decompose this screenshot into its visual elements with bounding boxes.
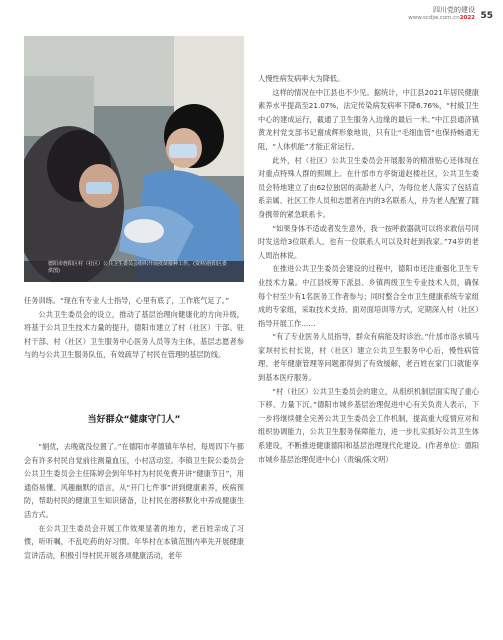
- photo-caption: 德阳市旌阳区村（社区）公共卫生委员会组织开展疫苗接种工作。(资料)旌阳区委供图): [48, 261, 227, 274]
- paragraph: “有了专业医务人员指导，群众有病能及时诊治。”什邡市洛水镇马家坝村长村长说，村（社区）建立公共卫生服务中心后，慢性病管理、老年健康管理等问题都得到了有效缓解，老百姓在家门口就能享到基本医疗服务。: [258, 332, 479, 383]
- paragraph: “娟优，去晚就没位置了。”在德阳市孝德镇年华村，每周四下午都会有许多村民自觉前往测量血压，小村活动室。李镇卫生院公委员会公共卫生委员会主任陈婷会到年华村为村民免费开讲“健康节日”，用通俗易懂、风趣幽默的语言，从“开门七件事”讲到健康素养，疾病预防，帮助村民的健康卫生知识储备，让村民在潜移默化中养成健康生活方式。: [24, 442, 244, 519]
- paragraph: 这样的情况在中江县也不少见。据统计，中江县2021年居民健康素养水平提高至21.07%，法定传染病发病率下降6.76%，“村級卫生中心的建成运行，截通了卫生服务入边缘的最后一米。”中江县通济镇黄龙村党支部书记谢成辉形象地说，只有让“毛细血管”也保持畅通无阻，“人体机能”才能正常运行。: [258, 87, 479, 151]
- magazine-title: 四川党的建设: [433, 6, 475, 14]
- right-column: [258, 72, 479, 466]
- paragraph: “村（社区）公共卫生委员会的建立，从组织机制层面实现了重心下移、力量下沉。”德阳市城乡基层治理促进中心有关负责人表示，下一步将继续健全完善公共卫生委员会工作机制，提高重大疫情应对和组织协调能力，公共卫生服务保障能力，进一步扎实抓好公共卫生体系建设，不断推进健康德阳和基层治理现代化建设。(作者单位：德阳市城乡基层治理促进中心)（责编/陈文明）: [258, 386, 479, 464]
- vaccination-photo: [24, 36, 244, 282]
- paragraph: 在公共卫生委员会开展工作效果显著的地方，老百姓亲成了习惯，听听嘱，不乱吃药的好习惯。年华村在本镇范围内率先开展健康宣讲活动，积极引导村民开展各项健康活动，老年: [24, 523, 244, 560]
- issue-year: 2022: [459, 15, 475, 21]
- paragraph: 公共卫生委员会的设立，推动了基层治理向健康化的方向升级，将基于公共卫生技术力量的提升，德阳市建立了村（社区）干部、驻村干部、村（社区）卫生服务中心医务人员等为主体，基层志愿者参与的与公共卫生服务队伍，有效疏导了村民在管理的基层防线。: [24, 309, 244, 360]
- website-url: www.scdjw.com.cn: [408, 15, 460, 21]
- page-number: 55: [480, 11, 493, 21]
- paragraph: 任务训练。“现在有专业人士指导，心里有底了，工作底气足了。”: [24, 296, 230, 305]
- paragraph: 在推进公共卫生委员会建设的过程中，德阳市还注重强化卫生专业技术力量。中江县统筹下派县、乡镇两级卫生专业技术人员，确保每个村至少有1名医务工作者参与；同时整合全市卫生健康系统专家组成的专家组，采取技术支持、面对面培训等方式，定期深入村（社区）指导开展工作……: [258, 264, 479, 328]
- website-line: [408, 15, 475, 22]
- paragraph: 人慢性病发病率大为降低。: [258, 74, 345, 83]
- left-column-bottom: [24, 440, 244, 562]
- section-title: 当好群众“健康守门人”: [87, 415, 181, 425]
- paragraph: “如果身体不适或者发生意外，我一按呼救器就可以将求救信号同时发送给3位联系人，也有一位联系人可以及时赶到我家。”74岁的老人周治林说。: [258, 223, 479, 260]
- paragraph: 此外，村（社区）公共卫生委员会开展服务的精准贴心还体现在对重点特殊人群的照顾上。在什邡市方亭街道赵楼社区，公共卫生委员会特地建立了由62位独居的高龄老人户，为每位老人落实了包括直系亲属、社区工作人员和志愿者在内的3名联系人，并为老人配置了随身携带的紧急联系卡。: [258, 155, 479, 219]
- page-header: [408, 6, 493, 22]
- left-column-top: [24, 294, 244, 362]
